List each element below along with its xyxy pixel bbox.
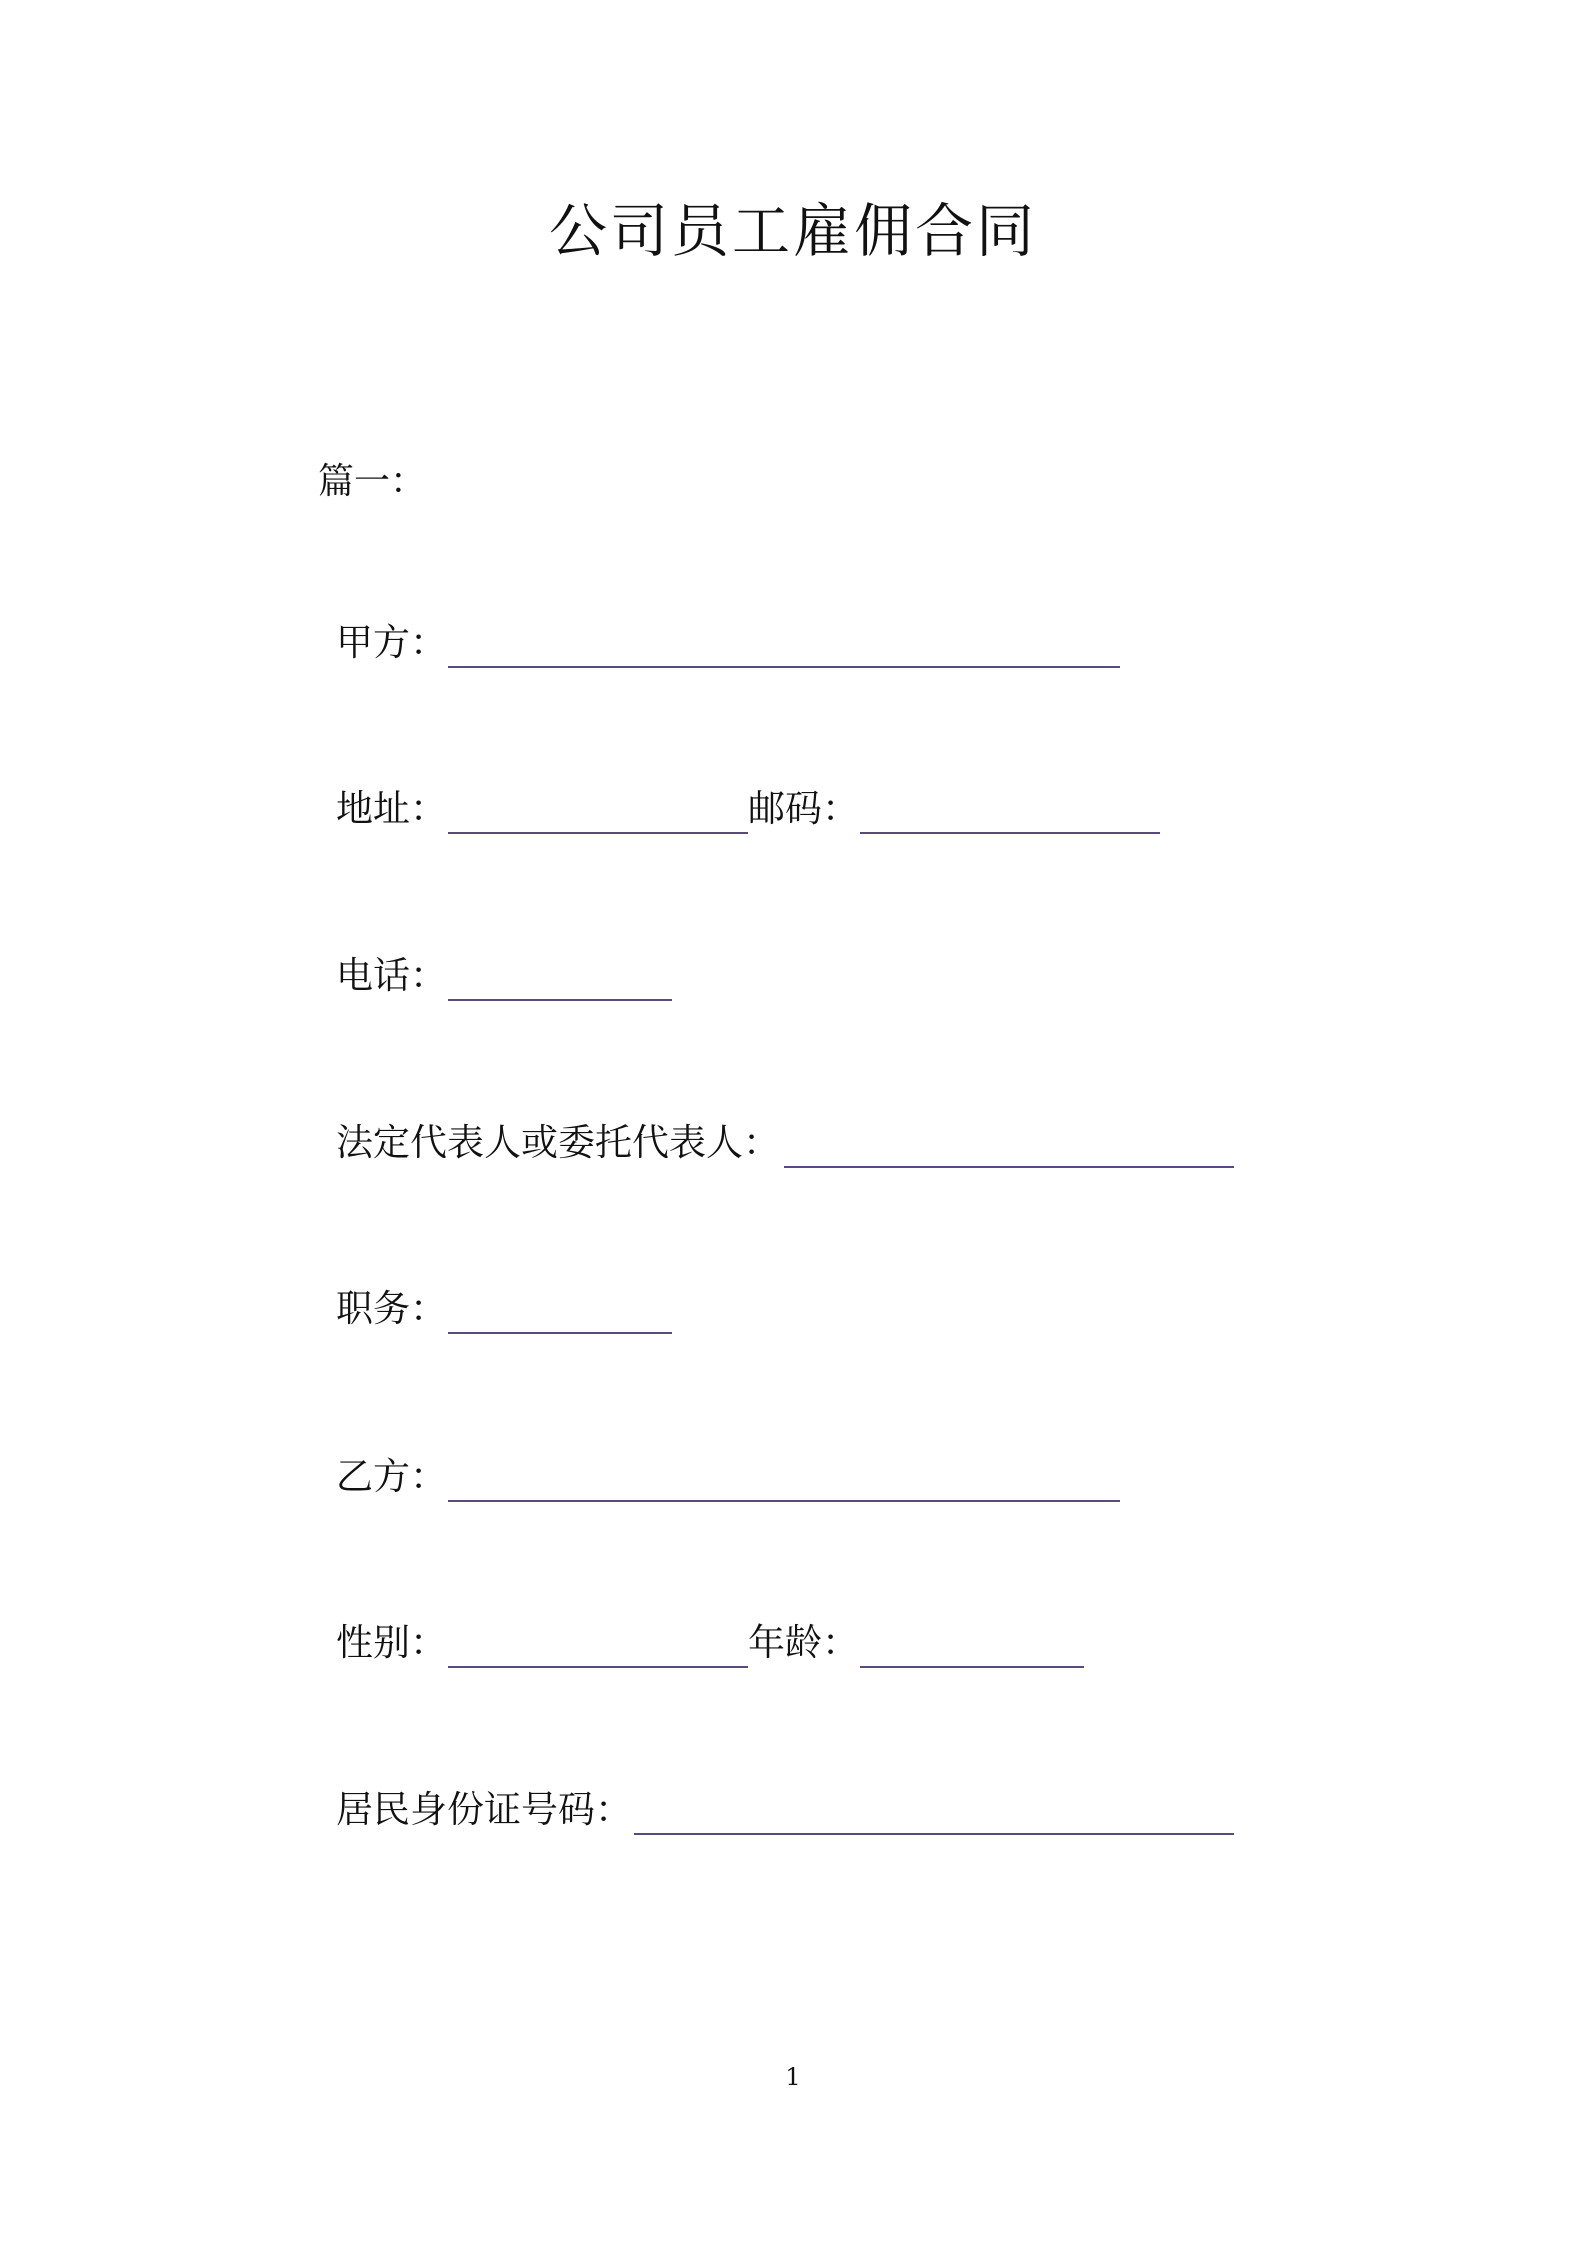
- position-blank[interactable]: [448, 1332, 672, 1334]
- party-a-row: [336, 621, 1136, 674]
- address-blank[interactable]: [448, 832, 748, 834]
- party-b-row: [336, 1455, 1136, 1508]
- gender-age-row: [336, 1621, 1116, 1674]
- party-b-blank[interactable]: [448, 1500, 1120, 1502]
- legal-rep-blank[interactable]: [784, 1166, 1234, 1168]
- gender-label: 性别：: [336, 1621, 447, 1664]
- legal-rep-label: 法定代表人或委托代表人：: [336, 1121, 780, 1164]
- age-label: 年龄：: [748, 1621, 859, 1664]
- party-a-label: 甲方：: [336, 621, 447, 664]
- age-blank[interactable]: [860, 1666, 1084, 1668]
- address-label: 地址：: [336, 787, 447, 830]
- phone-row: [336, 954, 736, 1007]
- page-number: 1: [785, 2063, 801, 2091]
- page-title: 公司员工雇佣合同: [548, 197, 1037, 265]
- party-b-label: 乙方：: [336, 1455, 447, 1498]
- address-postcode-row: [336, 787, 1166, 840]
- position-row: [336, 1287, 736, 1340]
- legal-rep-row: [336, 1121, 1236, 1174]
- section-heading: 篇一：: [318, 461, 427, 502]
- postcode-blank[interactable]: [860, 832, 1160, 834]
- phone-blank[interactable]: [448, 999, 672, 1001]
- id-number-blank[interactable]: [634, 1833, 1234, 1835]
- postcode-label: 邮码：: [748, 787, 859, 830]
- position-label: 职务：: [336, 1287, 447, 1330]
- party-a-blank[interactable]: [448, 666, 1120, 668]
- phone-label: 电话：: [336, 954, 447, 997]
- id-number-row: [336, 1788, 1236, 1841]
- id-number-label: 居民身份证号码：: [336, 1788, 632, 1831]
- gender-blank[interactable]: [448, 1666, 748, 1668]
